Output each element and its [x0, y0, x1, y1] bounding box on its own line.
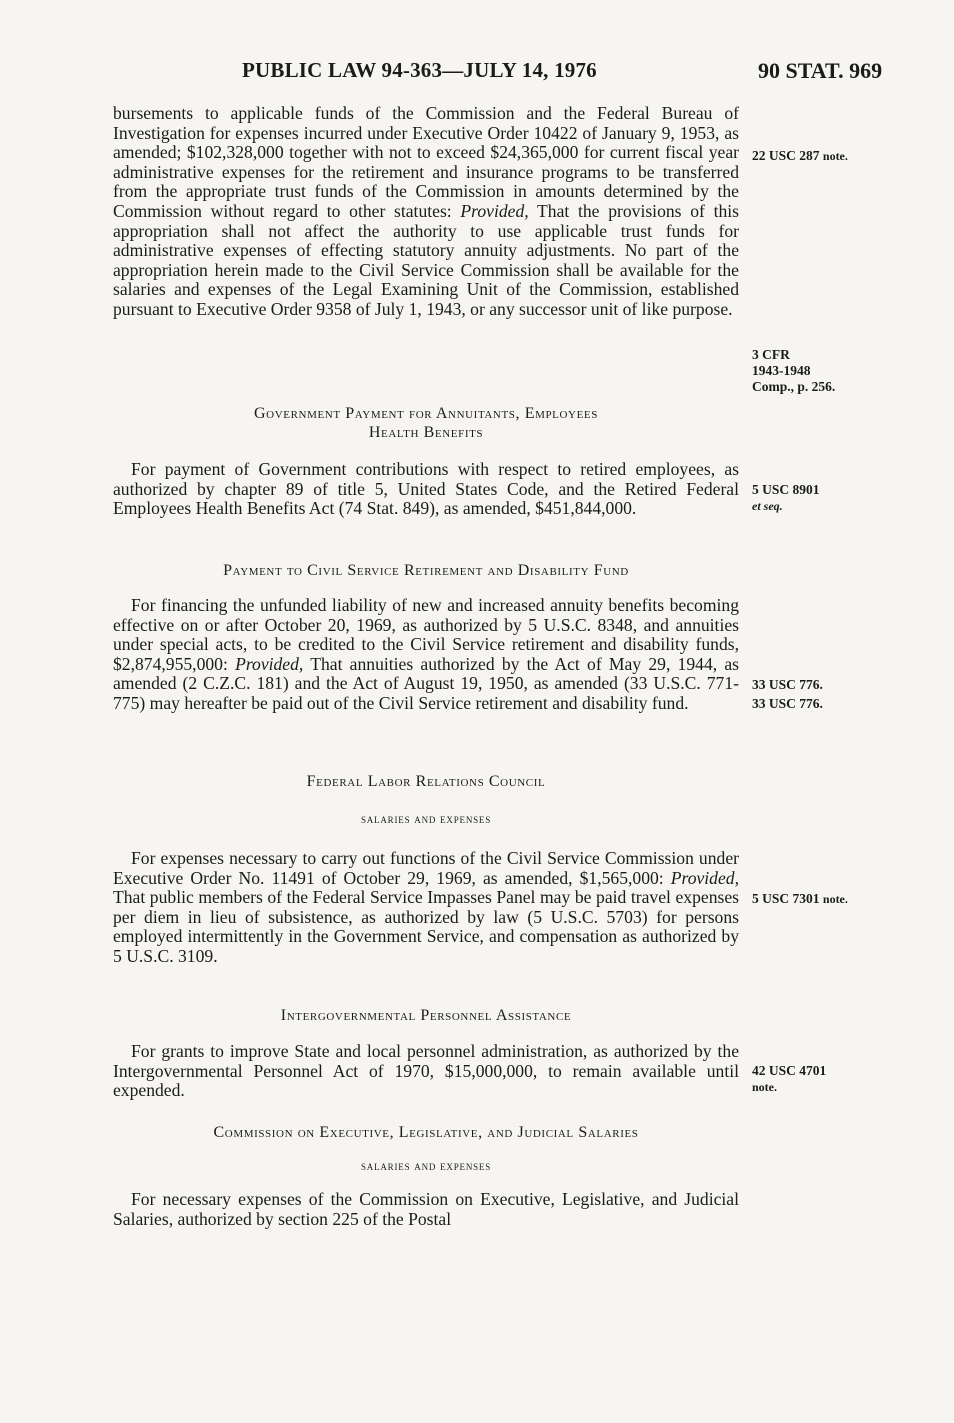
- margin-note-line: 1943-1948: [752, 363, 811, 378]
- margin-note-42-usc: [752, 1063, 826, 1095]
- paragraph-lead: For expenses necessary to carry out functions of the Civil Service Commission under Executive Order No. 11491 of October 29, 1969, as amended, $1,565,000:: [113, 848, 739, 888]
- proviso-text: Provided,: [670, 867, 739, 888]
- section-heading-personnel-assistance: Intergovernmental Personnel Assistance: [280, 1007, 572, 1024]
- paragraph-text: For necessary expenses of the Commission on Executive, Legislative, and Judicial Salaries, authorized by section 225 of the Postal: [113, 1189, 739, 1229]
- subheading-salaries-expenses: salaries and expenses: [360, 1159, 492, 1173]
- margin-note-3-cfr: [752, 347, 835, 395]
- margin-note-22-usc: [752, 148, 848, 164]
- section-heading-line: Health Benefits: [368, 424, 484, 441]
- margin-note-line: 3 CFR: [752, 347, 790, 362]
- proviso-text: Provided,: [235, 653, 304, 674]
- margin-note-line: Comp., p. 256.: [752, 379, 836, 394]
- section-heading-health-benefits: [113, 404, 739, 442]
- paragraph-retirement-fund: [113, 596, 739, 714]
- margin-note-line: 42 USC 4701: [752, 1063, 827, 1078]
- paragraph-commission-salaries: [113, 1190, 739, 1229]
- margin-note-suffix: note.: [822, 149, 848, 163]
- subheading-salaries-expenses: salaries and expenses: [360, 812, 492, 826]
- paragraph-text: For payment of Government contributions with respect to retired employees, as authorized by chapter 89 of title 5, United States Code, and the Retired Federal Employees Health Benefits Act (74 Stat. 849), as amended, $451,844,000.: [113, 459, 739, 519]
- margin-note-line: et seq.: [752, 499, 783, 513]
- section-heading-commission-salaries: Commission on Executive, Legislative, and Judicial Salaries: [213, 1124, 639, 1141]
- margin-note-line: note.: [752, 1080, 777, 1094]
- margin-note-suffix: note.: [822, 892, 848, 906]
- paragraph-rest: That public members of the Federal Service Impasses Panel may be paid travel expenses per diem in lieu of subsistence, as authorized by law (5 U.S.C. 5703) for persons employed intermittently in the Government Service, and compensation as authorized by 5 U.S.C. 3109.: [113, 887, 739, 966]
- paragraph-text: [113, 849, 739, 967]
- page-header-title: PUBLIC LAW 94-363—JULY 14, 1976: [242, 58, 597, 82]
- section-heading-line: Government Payment for Annuitants, Employees: [254, 405, 598, 422]
- section-heading-retirement-fund: Payment to Civil Service Retirement and Disability Fund: [223, 562, 629, 579]
- paragraph-text: For grants to improve State and local personnel administration, as authorized by the Intergovernmental Personnel Act of 1970, $15,000,000, to remain available until expended.: [113, 1041, 739, 1101]
- paragraph-lead: For financing the unfunded liability of new and increased annuity benefits becoming effective on or after October 20, 1969, as authorized by 5 U.S.C. 8348, and annuities under special acts, to be credited to the Civil Service retirement and disability funds, $2,874,955,000:: [113, 595, 739, 674]
- margin-note-33-usc-b: 33 USC 776.: [752, 696, 823, 711]
- page-header-stat: 90 STAT. 969: [758, 58, 883, 83]
- paragraph-personnel-assistance: [113, 1042, 739, 1101]
- paragraph-continued: [113, 104, 739, 320]
- paragraph-labor-relations: [113, 849, 739, 967]
- margin-note-line: 5 USC 8901: [752, 482, 820, 497]
- paragraph-text: [113, 104, 739, 320]
- proviso-text: Provided,: [460, 200, 529, 221]
- margin-note-5-usc-7301: [752, 891, 848, 907]
- margin-note-text: 5 USC 7301: [752, 891, 820, 906]
- paragraph-rest: That the provisions of this appropriation shall not affect the authority to use applicable trust funds for administrative expenses of effecting statutory annuity adjustments. No part of the appropriation herein made to the Civil Service Commission shall be available for the salaries and expenses of the Legal Examining Unit of the Commission, established pursuant to Executive Order 9358 of July 1, 1943, or any successor unit of like purpose.: [113, 200, 739, 319]
- margin-note-33-usc-a: 33 USC 776.: [752, 677, 823, 692]
- margin-note-5-usc-8901: [752, 482, 820, 514]
- margin-note-text: 22 USC 287: [752, 148, 820, 163]
- paragraph-lead: bursements to applicable funds of the Commission and the Federal Bureau of Investigation for expenses incurred under Executive Order 10422 of January 9, 1953, as amended; $102,328,000 together with not to exceed $24,365,000 for current fiscal year administrative expenses for the retirement and insurance programs to be transferred from the appropriate trust funds of the Commission in amounts determined by the Commission without regard to other statutes:: [113, 103, 739, 221]
- paragraph-health-benefits: [113, 460, 739, 519]
- section-heading-labor-relations: Federal Labor Relations Council: [306, 773, 546, 790]
- paragraph-rest: That annuities authorized by the Act of May 29, 1944, as amended (2 C.Z.C. 181) and the Act of August 19, 1950, as amended (33 U.S.C. 771-775) may hereafter be paid out of the Civil Service retirement and disability fund.: [113, 653, 739, 713]
- paragraph-text: [113, 596, 739, 714]
